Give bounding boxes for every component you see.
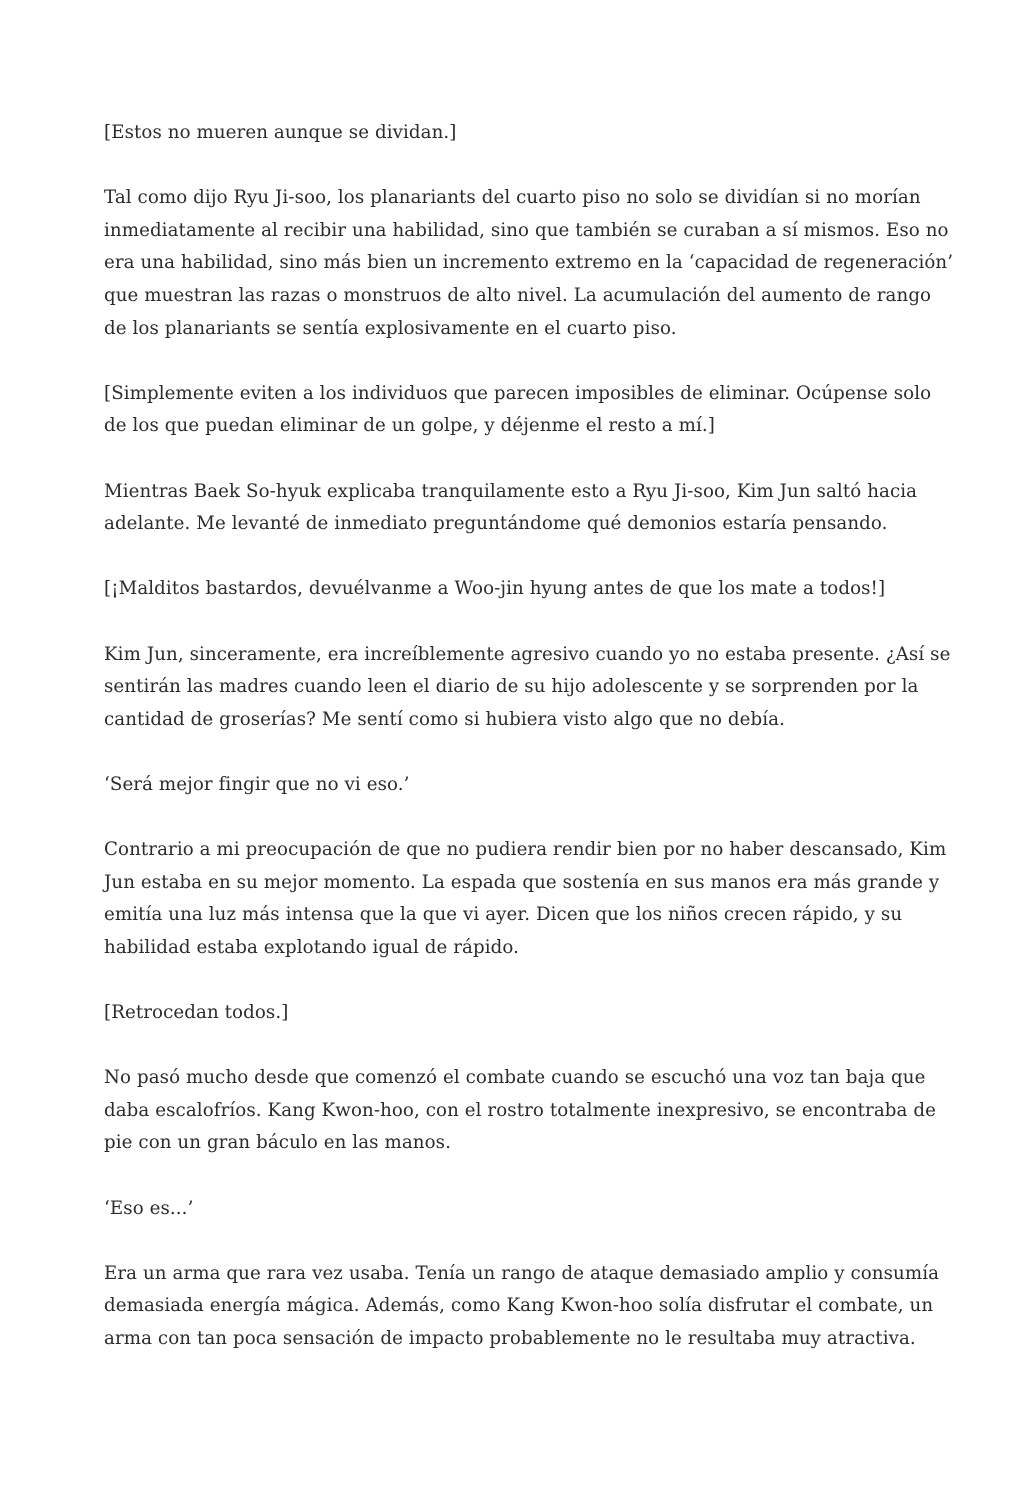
paragraph-narration-4: Contrario a mi preocupación de que no pudiera rendir bien por no haber descansado, Kim Jun estaba en su mejor momento. La espada que sostenía en sus manos era más grande y emitía una luz más intensa que la que vi ayer. Dicen que los niños crecen rápido, y su habilidad estaba explotando igual de rápido. — [104, 839, 947, 958]
paragraph-dialogue-3: [¡Malditos bastardos, devuélvanme a Woo-jin hyung antes de que los mate a todos!] — [104, 578, 886, 600]
paragraph-thought-2: ‘Eso es...’ — [104, 1197, 194, 1219]
paragraph-narration-5: No pasó mucho desde que comenzó el combate cuando se escuchó una voz tan baja que daba escalofríos. Kang Kwon-hoo, con el rostro totalmente inexpresivo, se encontraba de pie con un gran báculo en las manos. — [104, 1067, 936, 1154]
document-page — [104, 117, 954, 1388]
paragraph-narration-6: Era un arma que rara vez usaba. Tenía un rango de ataque demasiado amplio y consumía demasiada energía mágica. Además, como Kang Kwon-hoo solía disfrutar el combate, un arma con tan poca sensación de impacto probablemente no le resultaba muy atractiva. — [104, 1262, 940, 1349]
paragraph-narration-2: Mientras Baek So-hyuk explicaba tranquilamente esto a Ryu Ji-soo, Kim Jun saltó hacia adelante. Me levanté de inmediato preguntándome qué demonios estaría pensando. — [104, 480, 918, 535]
paragraph-dialogue-4: [Retrocedan todos.] — [104, 1002, 289, 1024]
paragraph-narration-3: Kim Jun, sinceramente, era increíblemente agresivo cuando yo no estaba presente. ¿Así se sentirán las madres cuando leen el diario de su hijo adolescente y se sorprenden por la cantidad de groserías? Me sentí como si hubiera visto algo que no debía. — [104, 643, 951, 730]
paragraph-dialogue-1: [Estos no mueren aunque se dividan.] — [104, 122, 457, 143]
paragraph-thought-1: ‘Será mejor fingir que no vi eso.’ — [104, 773, 410, 795]
paragraph-dialogue-2: [Simplemente eviten a los individuos que parecen imposibles de eliminar. Ocúpense solo de los que puedan eliminar de un golpe, y déjenme el resto a mí.] — [104, 382, 932, 437]
paragraph-narration-1: Tal como dijo Ryu Ji-soo, los planariants del cuarto piso no solo se dividían si no morían inmediatamente al recibir una habilidad, sino que también se curaban a sí mismos. Eso no era una habilidad, sino más bien un incremento extremo en la ‘capacidad de regeneración’ que muestran las razas o monstruos de alto nivel. La acumulación del aumento de rango de los planariants se sentía explosivamente en el cuarto piso. — [104, 187, 954, 339]
